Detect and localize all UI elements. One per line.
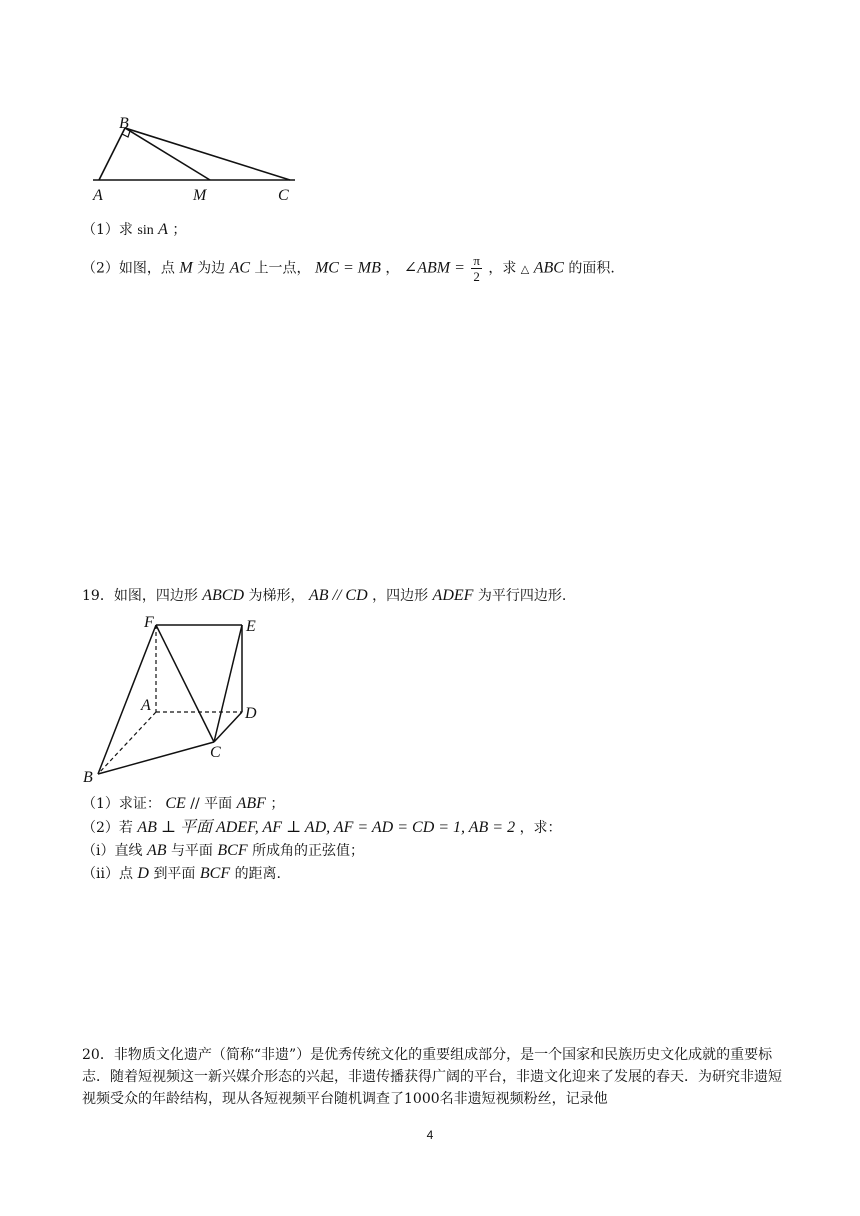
- q18-part2-text1: （2）如图，点: [82, 260, 175, 277]
- q19-part1-abf: ABF: [236, 795, 266, 812]
- solid-figure: [78, 612, 278, 787]
- q19-part-ii-text3: 的距离.: [234, 866, 282, 882]
- fraction-numerator: π: [473, 253, 480, 268]
- q19-part-ii: [82, 864, 281, 884]
- q19-part2-text2: ，求：: [519, 820, 562, 836]
- q19-part2-text1: （2）若: [82, 820, 133, 836]
- q19-part-i-text2: 与平面: [170, 843, 213, 859]
- page-number: 4: [426, 1128, 434, 1142]
- label-c: C: [278, 187, 289, 204]
- q19-part1-text3: ；: [270, 796, 285, 812]
- q19-part2-condition: AB ⊥ 平面 ADEF, AF ⊥ AD, AF = AD = CD = 1, AB = 2: [137, 819, 516, 836]
- q18-part2-comma: ，: [385, 260, 400, 277]
- q18-part1: [82, 220, 186, 241]
- q19-part1: [82, 794, 284, 814]
- q18-part1-prefix: （1）求: [82, 222, 133, 238]
- segment-bm: [125, 128, 210, 180]
- q18-part2-point-m: M: [179, 259, 193, 277]
- label-f: F: [144, 614, 154, 631]
- triangle-figure: [85, 112, 315, 207]
- q18-part2-text3: 上一点，: [254, 260, 311, 277]
- q19-part2: [82, 818, 562, 838]
- q18-part1-suffix: ；: [172, 222, 187, 238]
- label-a2: A: [141, 697, 151, 714]
- q19-part1-text1: （1）求证：: [82, 796, 161, 812]
- q19-stem-text2: 为梯形，: [248, 588, 305, 604]
- q18-part2-text5: ，求: [488, 260, 517, 277]
- edge-bc: [98, 742, 214, 774]
- q18-part2: [82, 253, 615, 284]
- q19-part-i-bcf: BCF: [217, 842, 248, 859]
- edge-fc: [156, 625, 214, 742]
- q19-stem: [82, 586, 566, 606]
- q18-part2-angle: ∠ABM =: [403, 259, 465, 277]
- label-a: A: [93, 187, 103, 204]
- q18-part1-sin: sin: [137, 223, 154, 238]
- q19-stem-text4: 为平行四边形.: [477, 588, 567, 604]
- q19-part-ii-text1: （ⅱ）点: [82, 866, 133, 882]
- label-e: E: [246, 618, 256, 635]
- q19-part1-ce: CE: [165, 795, 186, 812]
- q19-part-ii-text2: 到平面: [153, 866, 196, 882]
- label-b: B: [119, 115, 129, 132]
- q19-stem-adef: ADEF: [432, 587, 474, 604]
- q19-part-i-ab: AB: [146, 842, 167, 859]
- fraction-denominator: 2: [473, 269, 480, 284]
- q18-part2-abc: ABC: [533, 259, 564, 277]
- q19-stem-parallel: AB // CD: [308, 587, 368, 604]
- triangle-symbol: △: [520, 262, 530, 276]
- edge-ab-hidden: [98, 712, 156, 774]
- q19-part-ii-bcf: BCF: [199, 865, 231, 882]
- segment-ab: [99, 128, 125, 180]
- segment-bc: [125, 128, 290, 180]
- pi-over-2-fraction: [471, 253, 482, 284]
- q19-stem-abcd: ABCD: [202, 587, 245, 604]
- label-c2: C: [210, 744, 221, 761]
- label-m: M: [193, 187, 207, 204]
- edge-ec: [214, 625, 242, 742]
- q18-part2-text2: 为边: [197, 260, 226, 277]
- q18-part2-text6: 的面积.: [568, 260, 615, 277]
- label-b2: B: [83, 769, 93, 786]
- q19-stem-text3: ，四边形: [372, 588, 429, 604]
- q18-part1-var: A: [158, 221, 168, 238]
- q19-part1-text2: // 平面: [190, 796, 233, 812]
- q19-part-i-text1: （ⅰ）直线: [82, 843, 143, 859]
- q19-part-i: [82, 841, 364, 861]
- q19-part-ii-d: D: [137, 865, 149, 882]
- q19-part-i-text3: 所成角的正弦值；: [252, 843, 365, 859]
- q18-part2-ac: AC: [229, 259, 251, 277]
- q20-paragraph: 20．非物质文化遗产（简称“非遗”）是优秀传统文化的重要组成部分，是一个国家和民族历史文化成就的重要标志．随着短视频这一新兴媒介形态的兴起，非遗传播获得广阔的平台，非遗文化迎来了发展的春天．为研究非遗短视频受众的年龄结构，现从各短视频平台随机调查了1000名非遗短视频粉丝，记录他: [82, 1047, 782, 1107]
- label-d: D: [245, 705, 257, 722]
- q18-part2-equation: MC = MB: [314, 259, 381, 277]
- q19-stem-text1: 19．如图，四边形: [82, 588, 198, 604]
